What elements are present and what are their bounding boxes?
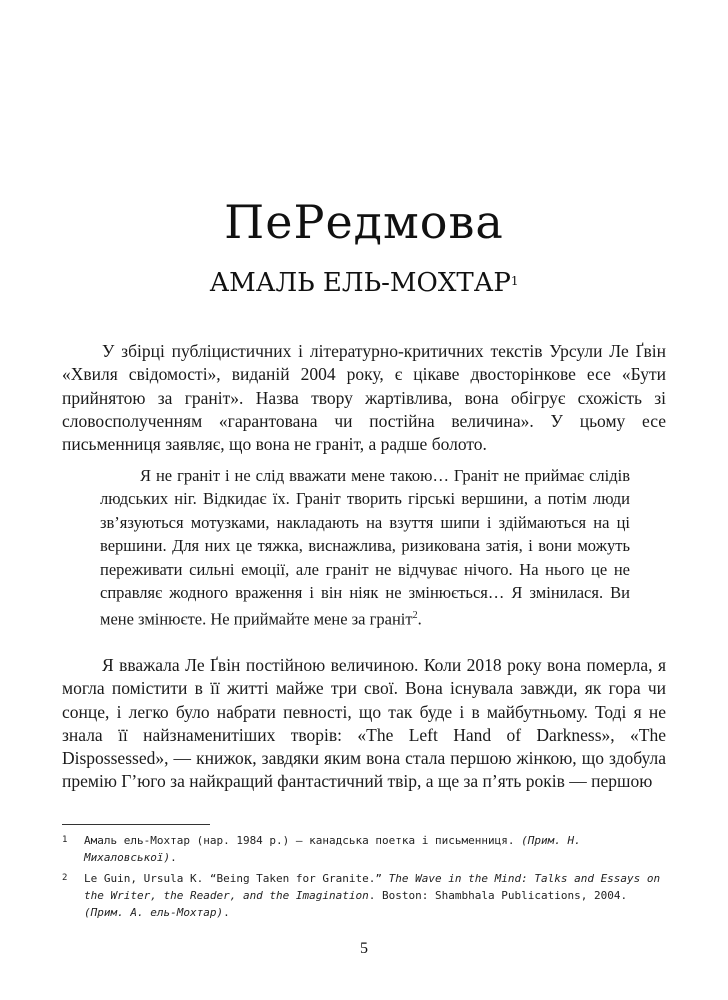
footnote-text: Le Guin, Ursula K. “Being Taken for Granite.” [84,872,389,885]
footnote-text: Амаль ель-Мохтар (нар. 1984 р.) — канадська поетка і письменниця. [84,834,522,847]
quote-text: Я не граніт і не слід вважати мене такою… Граніт не приймає слідів людських ніг. Відкидає їх. Граніт творить гірські вершини, а потім люди зв’язуються мотузками, накладають на взуття шипи і здіймаються на ці вершини. Для них це тяжка, виснажлива, ризикована затія, і вони можуть переживати сильні емоції, але граніт не відчуває нічого. На нього це не справляє жодного враження і він ніяк не змінюється… Я змінилася. Ви мене змінюєте. Не приймайте мене за граніт [100,466,630,629]
chapter-title: ПеРедмова [224,195,504,249]
footnote-number: 1 [62,835,68,845]
footnote-note: (Прим. А. ель-Мохтар) [84,906,224,919]
paragraph-main-text: Я вважала Ле Ґвін постійною величиною. Коли 2018 року вона померла, я могла помістити в її житті майже три свої. Вона існувала завжди, як гора чи сонце, і легко було набрати певності, що так буде і в майбутньому. Тоді я не знала її найзнаменитіших творів: «The Left Hand of Darkness», «The Dispossessed», — книжок, завдяки яким вона стала першою жінкою, що здобула премію Г’юго за найкращий фантастичний твір, а ще за п’ять років — першою [62,655,666,792]
footnote-end: . [223,906,230,919]
footnote-1 [62,832,666,866]
paragraph-intro-text: У збірці публіцистичних і літературно-критичних текстів Урсули Ле Ґвін «Хвиля свідомості», виданій 2004 року, є цікаве двосторінкове есе «Бути прийнятою за граніт». Назва твору жартівлива, вона обігрує схожість зі словосполученням «гарантована чи постійна величина». У цьому есе письменниця заявляє, що вона не граніт, а радше болото. [62,341,666,455]
footnote-note: (Прим. Н. Михаловської) [84,834,581,864]
footnote-divider [62,824,210,825]
footnote-ref-1: 1 [510,274,519,288]
paragraph-intro [62,340,666,456]
block-quote [100,464,630,631]
footnote-number: 2 [62,873,68,883]
chapter-author [0,266,728,300]
footnote-end: . [170,851,177,864]
footnote-book-title: The Wave in the Mind: Talks and Essays on the Writer, the Reader, and the Imagination [84,872,661,902]
footnote-ref-2: 2 [412,610,418,622]
footnotes [62,832,666,925]
page-number: 5 [360,940,368,957]
footnote-2 [62,870,666,921]
block-quote-text: Я не граніт і не слід вважати мене такою… Граніт не приймає слідів людських ніг. Відкидає їх. Граніт творить гірські вершини, а потім люди зв’язуються мотузками, накладають на взуття шипи і здіймаються на ці вершини. Для них це тяжка, виснажлива, ризикована затія, і вони можуть переживати сильні емоції, але граніт не відчуває нічого. На нього це не справляє жодного враження і він ніяк не змінюється… Я змінилася. Ви мене змінюєте. Не приймайте мене за граніт$^2$. [100,466,630,629]
paragraph-main [62,654,666,794]
author-name: АМАЛЬ ЕЛЬ-МОХТАР [209,268,511,298]
footnote-publisher: . Boston: Shambhala Publications, 2004. [368,889,628,902]
